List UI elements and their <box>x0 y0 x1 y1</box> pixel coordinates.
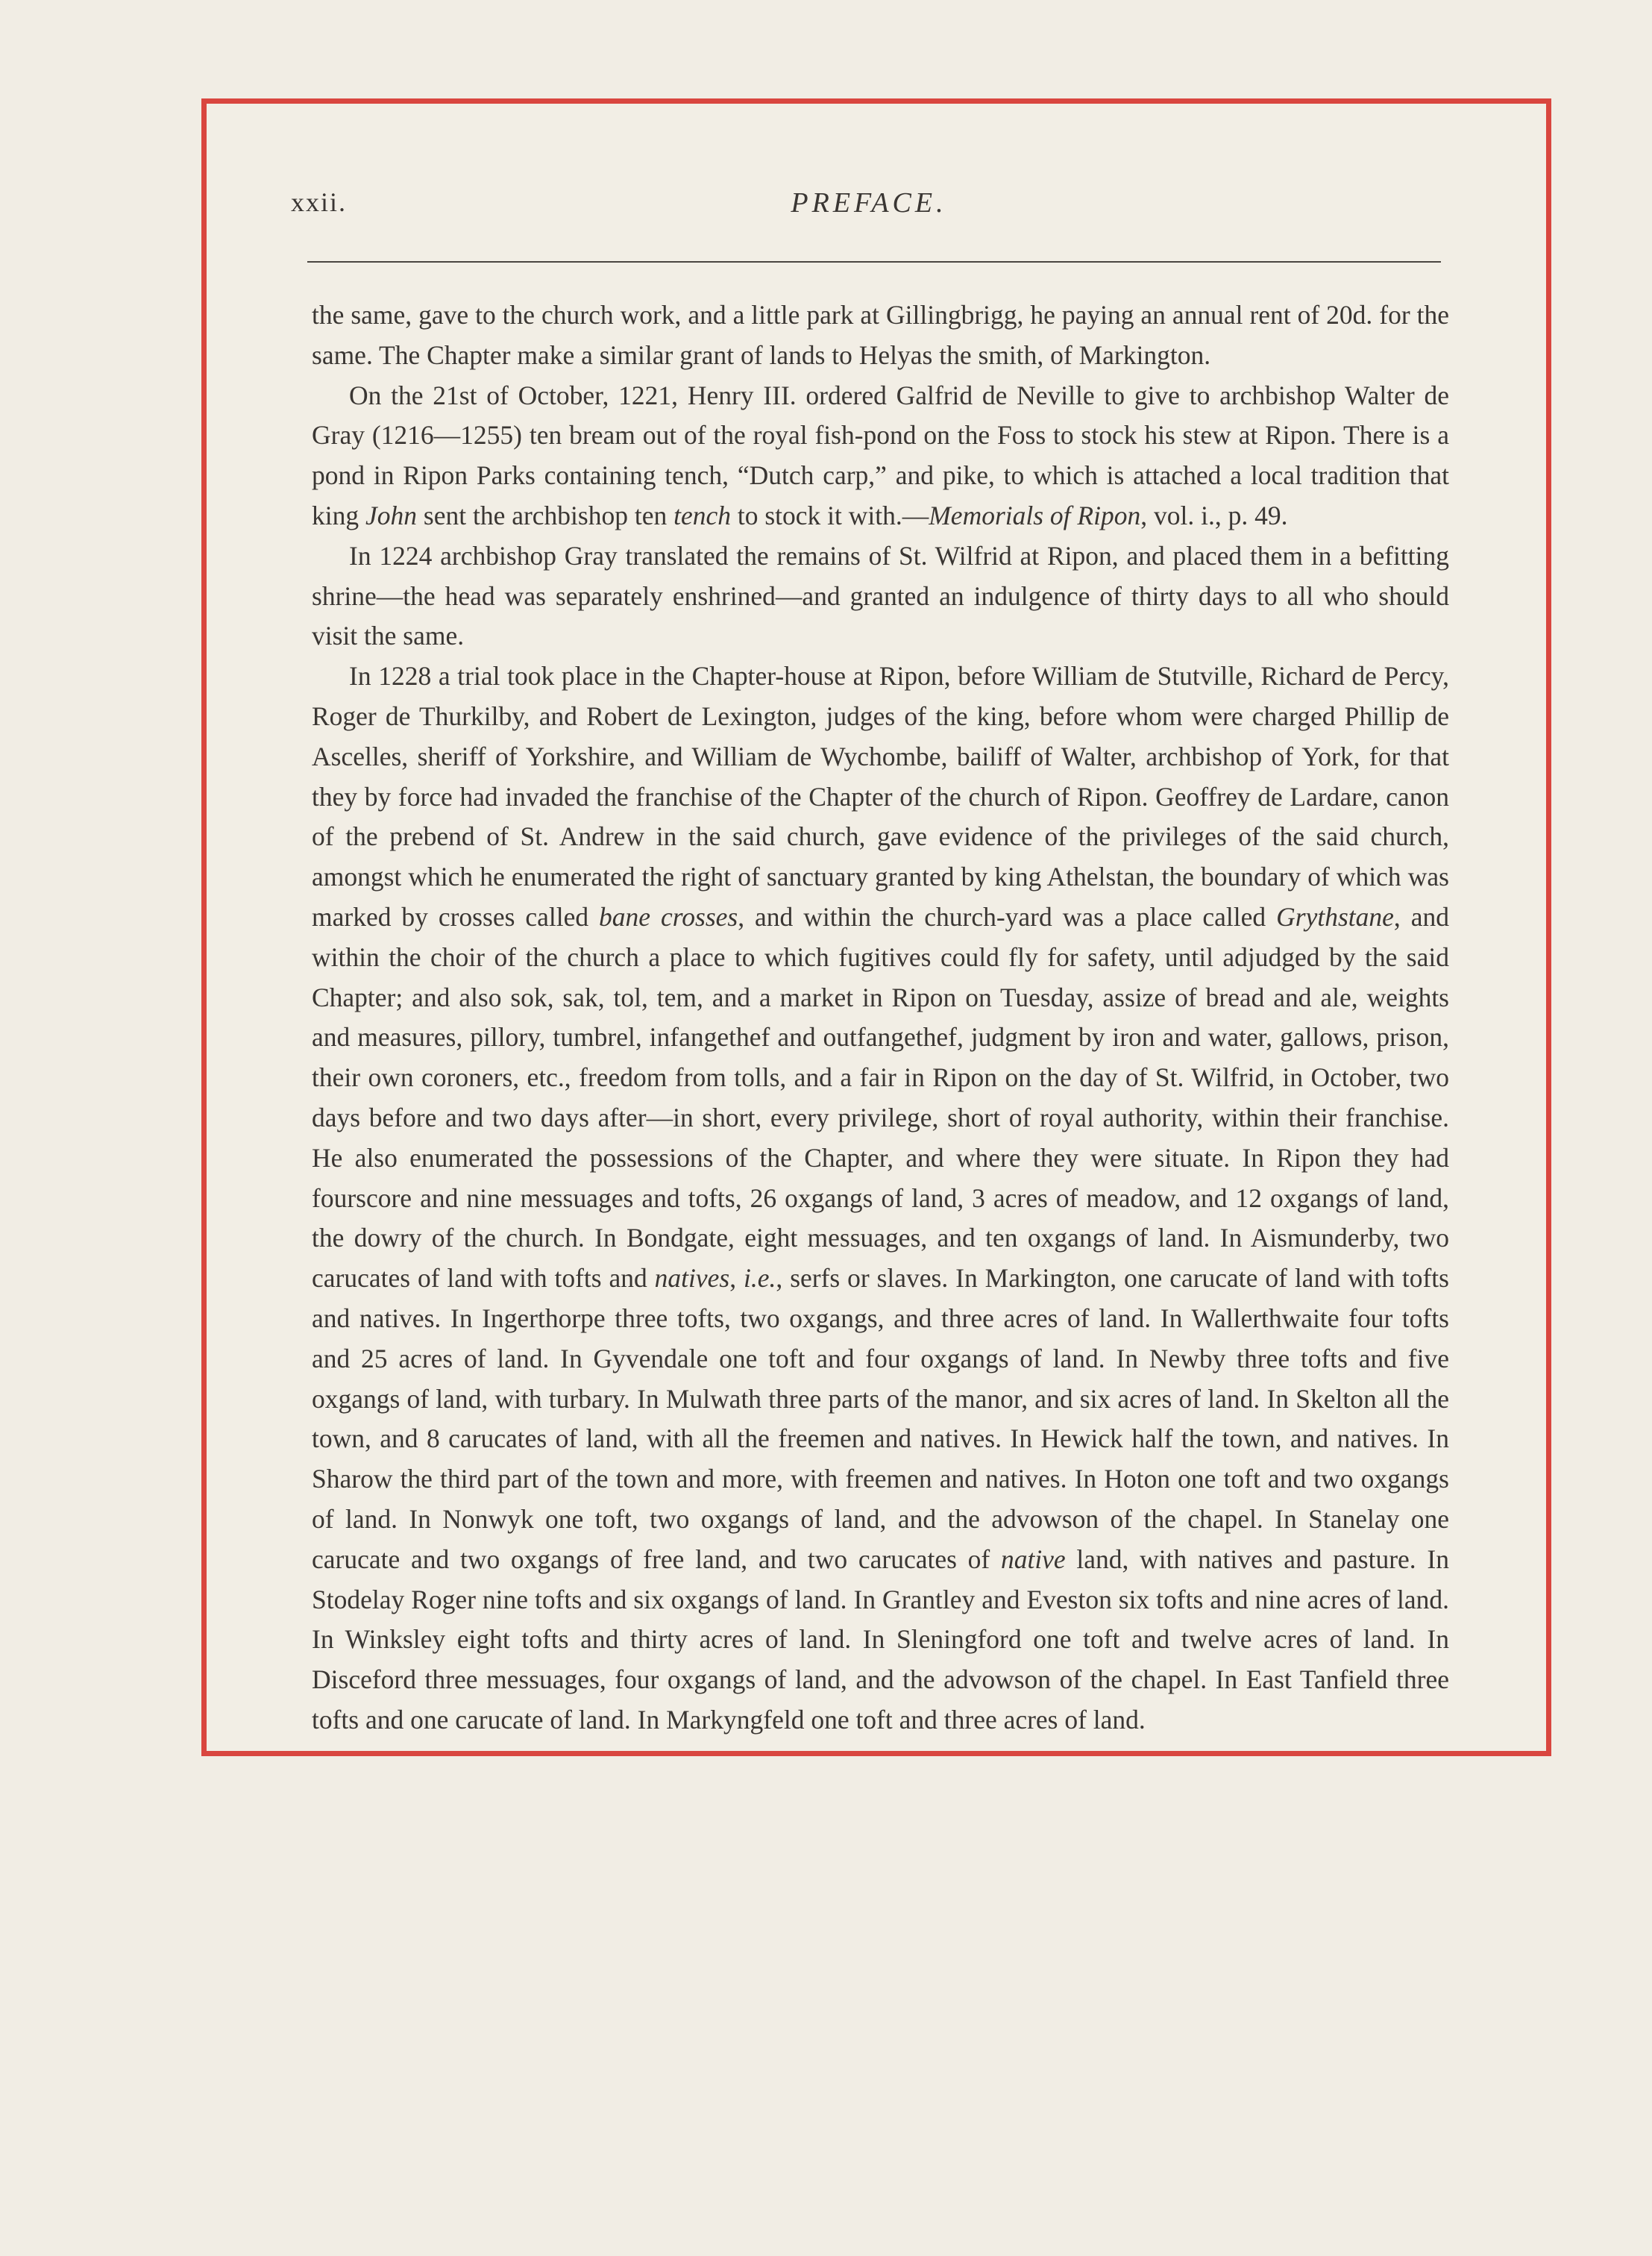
paragraph <box>312 536 1449 657</box>
text-run: In 1224 archbishop Gray translated the remains of St. Wilfrid at Ripon, and placed them in a befitting shrine—the head was separately enshrined—and granted an indulgence of thirty days to all who should visit the same. <box>312 540 1449 651</box>
text-run: the same, gave to the church work, and a little park at Gillingbrigg, he paying an annual rent of 20d. for the same. The Chapter make a similar grant of lands to Helyas the smith, of Markington. <box>312 300 1449 370</box>
text-run: In 1228 a trial took place in the Chapter-house at Ripon, before William de Stutville, Richard de Percy, Roger de Thurkilby, and Robert de Lexington, judges of the king, before whom were charged Phillip de Ascelles, sheriff of Yorkshire, and William de Wychombe, bailiff of Walter, archbishop of York, for that they by force had invaded the franchise of the Chapter of the church of Ripon. Geoffrey de Lardare, canon of the prebend of St. Andrew in the said church, gave evidence of the privileges of the said church, amongst which he enumerated the right of sanctuary granted by king Athelstan, the boundary of which was marked by crosses called <box>312 661 1449 932</box>
text-run: , and within the church-yard was a place called <box>738 901 1277 932</box>
italic-text: natives <box>654 1263 730 1294</box>
italic-text: i.e. <box>744 1263 776 1294</box>
italic-text: tench <box>673 500 731 530</box>
page-number: xxii. <box>291 187 348 217</box>
italic-text: Memorials of Ripon <box>929 500 1141 530</box>
italic-text: bane crosses <box>599 901 738 932</box>
paragraph <box>312 657 1449 1740</box>
text-run: to stock it with.— <box>730 500 929 530</box>
text-run: , and within the choir of the church a place to which fugitives could fly for safety, until adjudged by the said Chapter; and also sok, sak, tol, tem, and a market in Ripon on Tuesday, assize of bread and ale, weights and measures, pillory, tumbrel, infangethef and outfangethef, judgment by iron and water, gallows, prison, their own coroners, etc., freedom from tolls, and a fair in Ripon on the day of St. Wilfrid, in October, two days before and two days after—in short, every privilege, short of royal authority, within their franchise. He also enumerated the possessions of the Chapter, and where they were situate. In Ripon they had fourscore and nine messuages and tofts, 26 oxgangs of land, 3 acres of meadow, and 12 oxgangs of land, the dowry of the church. In Bondgate, eight messuages, and ten oxgangs of land. In Aismunderby, two carucates of land with tofts and <box>312 901 1449 1294</box>
italic-text: Grythstane <box>1276 901 1394 932</box>
text-run: , serfs or slaves. In Markington, one carucate of land with tofts and natives. In Ingerthorpe three tofts, two oxgangs, and three acres of land. In Wallerthwaite four tofts and 25 acres of land. In Gyvendale one toft and four oxgangs of land. In Newby three tofts and five oxgangs of land, with turbary. In Mulwath three parts of the manor, and six acres of land. In Skelton all the town, and 8 carucates of land, with all the freemen and natives. In Hewick half the town, and natives. In Sharow the third part of the town and more, with freemen and natives. In Hoton one toft and two oxgangs of land. In Nonwyk one toft, two oxgangs of land, and the advowson of the chapel. In Stanelay one carucate and two oxgangs of free land, and two carucates of <box>312 1263 1449 1574</box>
text-run: , vol. i., p. 49. <box>1140 500 1288 530</box>
text-run: On the 21st of October, 1221, Henry III. ordered Galfrid de Neville to give to archbishop Walter de Gray (1216—1255) ten bream out of the royal fish-pond on the Foss to stock his stew at Ripon. There is a pond in Ripon Parks containing tench, “Dutch carp,” and pike, to which is attached a local tradition that king <box>312 380 1449 530</box>
paragraph <box>312 295 1449 376</box>
italic-text: John <box>365 500 418 530</box>
paragraph <box>312 376 1449 536</box>
page-title: PREFACE. <box>791 187 947 219</box>
header-rule <box>307 261 1441 263</box>
italic-text: native <box>1000 1544 1066 1574</box>
running-head <box>291 187 1447 231</box>
text-run: land, with natives and pasture. In Stodelay Roger nine tofts and six oxgangs of land. In Grantley and Eveston six tofts and nine acres of land. In Winksley eight tofts and thirty acres of land. In Sleningford one toft and twelve acres of land. In Disceford three messuages, four oxgangs of land, and the advowson of the chapel. In East Tanfield three tofts and one carucate of land. In Markyngfeld one toft and three acres of land. <box>312 1544 1449 1735</box>
text-run: sent the archbishop ten <box>417 500 674 530</box>
text-run: , <box>729 1263 744 1294</box>
body-text <box>312 295 1449 1740</box>
